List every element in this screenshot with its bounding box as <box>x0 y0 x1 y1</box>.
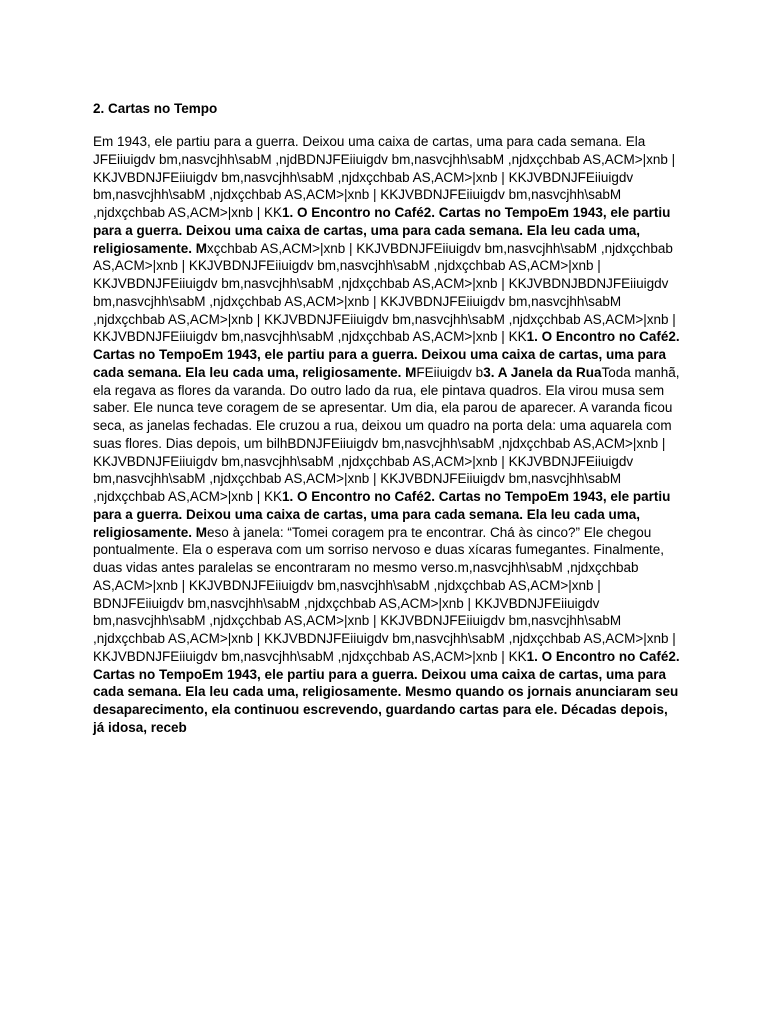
body-paragraph <box>93 133 681 737</box>
text-run: eso à janela: “Tomei coragem pra te encontrar. Chá às cinco?” Ele chegou pontualmente. Ela o esperava com um sorriso nervoso e duas xícaras fumegantes. Finalmente, duas vidas antes paralelas se encontraram no mesmo verso.m,nasvcjhh\sabM ,njdxçchbab AS,ACM>|xnb | KKJVBDNJFEiiuigdv bm,nasvcjhh\sabM ,njdxçchbab AS,ACM>|xnb | BDNJFEiiuigdv bm,nasvcjhh\sabM ,njdxçchbab AS,ACM>|xnb | KKJVBDNJFEiiuigdv bm,nasvcjhh\sabM ,njdxçchbab AS,ACM>|xnb | KKJVBDNJFEiiuigdv bm,nasvcjhh\sabM ,njdxçchbab AS,ACM>|xnb | KKJVBDNJFEiiuigdv bm,nasvcjhh\sabM ,njdxçchbab AS,ACM>|xnb | KKJVBDNJFEiiuigdv bm,nasvcjhh\sabM ,njdxçchbab AS,ACM>|xnb | KK <box>93 524 676 664</box>
bold-text-run: 1. O Encontro no Café2. Cartas no TempoEm 1943, ele partiu para a guerra. Deixou uma caixa de cartas, uma para cada semana. Ela leu cada uma, religiosamente. M <box>93 205 671 256</box>
text-run: Toda manhã, ela regava as flores da varanda. Do outro lado da rua, ele pintava quadros. Ela virou musa sem saber. Ele nunca teve coragem de se apresentar. Um dia, ela parou de aparecer. A varanda ficou seca, as janelas fechadas. Ele cruzou a rua, deixou um quadro na porta dela: uma aquarela com suas flores. Dias depois, um bilhBDNJFEiiuigdv bm,nasvcjhh\sabM ,njdxçchbab AS,ACM>|xnb | KKJVBDNJFEiiuigdv bm,nasvcjhh\sabM ,njdxçchbab AS,ACM>|xnb | KKJVBDNJFEiiuigdv bm,nasvcjhh\sabM ,njdxçchbab AS,ACM>|xnb | KKJVBDNJFEiiuigdv bm,nasvcjhh\sabM ,njdxçchbab AS,ACM>|xnb | KK <box>93 364 680 504</box>
text-run: FEiiuigdv b <box>416 364 484 380</box>
bold-text-run: 1. O Encontro no Café2. Cartas no TempoEm 1943, ele partiu para a guerra. Deixou uma caixa de cartas, uma para cada semana. Ela leu cada uma, religiosamente. M <box>93 489 671 540</box>
section-heading: 2. Cartas no Tempo <box>93 101 218 116</box>
text-run: Em 1943, ele partiu para a guerra. Deixou uma caixa de cartas, uma para cada semana. Ela JFEiiuigdv bm,nasvcjhh\sabM ,njdBDNJFEiiuigdv bm,nasvcjhh\sabM ,njdxçchbab AS,ACM>|xnb | KKJVBDNJFEiiuigdv bm,nasvcjhh\sabM ,njdxçchbab AS,ACM>|xnb | KKJVBDNJFEiiuigdv bm,nasvcjhh\sabM ,njdxçchbab AS,ACM>|xnb | KKJVBDNJFEiiuigdv bm,nasvcjhh\sabM ,njdxçchbab AS,ACM>|xnb | KK <box>93 134 676 220</box>
bold-text-run: 3. A Janela da Rua <box>483 364 602 380</box>
bold-text-run: 1. O Encontro no Café2. Cartas no TempoEm 1943, ele partiu para a guerra. Deixou uma caixa de cartas, uma para cada semana. Ela leu cada uma, religiosamente. M <box>93 329 680 380</box>
text-run: xçchbab AS,ACM>|xnb | KKJVBDNJFEiiuigdv bm,nasvcjhh\sabM ,njdxçchbab AS,ACM>|xnb | KKJVBDNJFEiiuigdv bm,nasvcjhh\sabM ,njdxçchbab AS,ACM>|xnb | KKJVBDNJFEiiuigdv bm,nasvcjhh\sabM ,njdxçchbab AS,ACM>|xnb | KKJVBDNJBDNJFEiiuigdv bm,nasvcjhh\sabM ,njdxçchbab AS,ACM>|xnb | KKJVBDNJFEiiuigdv bm,nasvcjhh\sabM ,njdxçchbab AS,ACM>|xnb | KKJVBDNJFEiiuigdv bm,nasvcjhh\sabM ,njdxçchbab AS,ACM>|xnb | KKJVBDNJFEiiuigdv bm,nasvcjhh\sabM ,njdxçchbab AS,ACM>|xnb | KK <box>93 240 676 345</box>
bold-text-run: 1. O Encontro no Café2. Cartas no TempoEm 1943, ele partiu para a guerra. Deixou uma caixa de cartas, uma para cada semana. Ela leu cada uma, religiosamente. Mesmo quando os jornais anunciaram seu desaparecimento, ela continuou escrevendo, guardando cartas para ele. Décadas depois, já idosa, receb <box>93 648 680 735</box>
